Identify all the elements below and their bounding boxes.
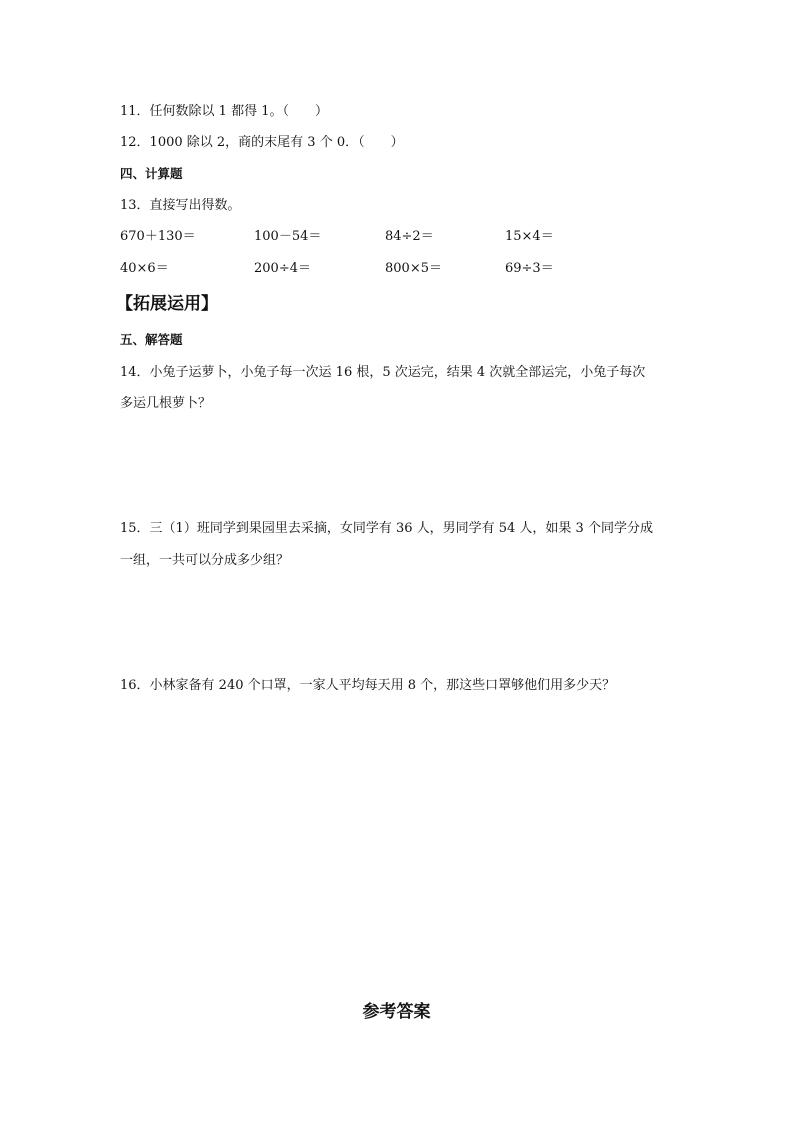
calc-item: 69÷3＝ bbox=[505, 261, 554, 276]
calc-item: 100－54＝ bbox=[254, 229, 322, 244]
calc-item: 200÷4＝ bbox=[254, 261, 311, 276]
question-14-line-2: 多运几根萝卜？ bbox=[120, 396, 212, 411]
answers-title: 参考答案 bbox=[362, 1002, 431, 1022]
calc-item: 84÷2＝ bbox=[385, 229, 434, 244]
question-11: 11．任何数除以 1 都得 1。（ ） bbox=[120, 104, 328, 119]
question-13-prompt: 13．直接写出得数。 bbox=[120, 198, 241, 213]
question-12: 12．1000 除以 2，商的末尾有 3 个 0．（ ） bbox=[120, 135, 404, 150]
section-4-heading: 四、计算题 bbox=[120, 166, 183, 181]
calc-item: 670＋130＝ bbox=[120, 229, 196, 244]
extension-title: 【拓展运用】 bbox=[116, 294, 218, 314]
question-14-line-1: 14．小兔子运萝卜，小兔子每一次运 16 根，5 次运完，结果 4 次就全部运完，小兔子每次 bbox=[120, 365, 646, 380]
question-15-line-1: 15．三（1）班同学到果园里去采摘，女同学有 36 人，男同学有 54 人，如果 3 个同学分成 bbox=[120, 521, 653, 536]
calc-item: 800×5＝ bbox=[385, 261, 442, 276]
section-5-heading: 五、解答题 bbox=[120, 332, 183, 347]
question-16: 16．小林家备有 240 个口罩，一家人平均每天用 8 个，那这些口罩够他们用多少天？ bbox=[120, 678, 616, 693]
calc-item: 40×6＝ bbox=[120, 261, 169, 276]
calc-item: 15×4＝ bbox=[505, 229, 554, 244]
question-15-line-2: 一组，一共可以分成多少组？ bbox=[120, 553, 290, 568]
